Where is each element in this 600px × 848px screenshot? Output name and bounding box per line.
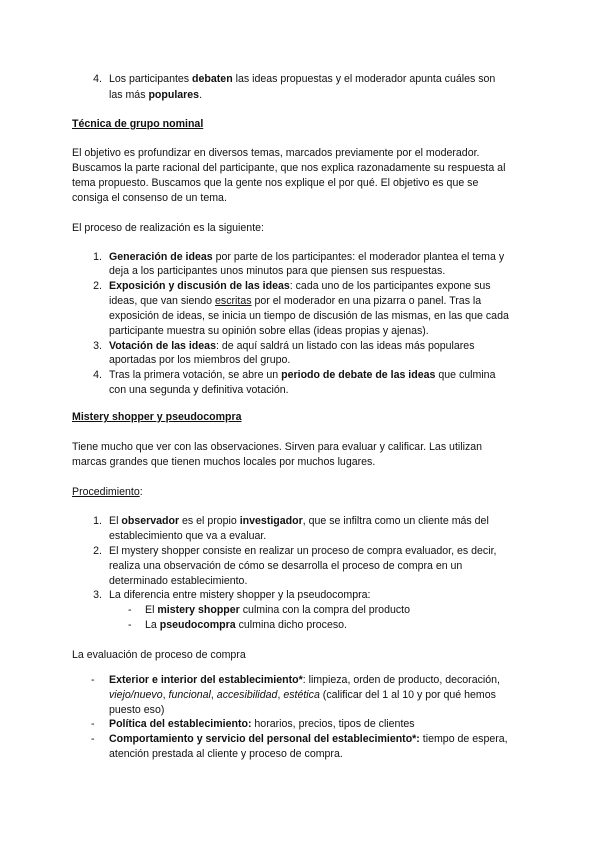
list-number: 1. <box>93 251 102 263</box>
list-item-text: aportadas por los miembros del grupo. <box>109 354 291 366</box>
paragraph-line: El proceso de realización es la siguiente: <box>72 222 264 234</box>
paragraph-line: La evaluación de proceso de compra <box>72 649 246 661</box>
subheading: Procedimiento: <box>72 486 143 498</box>
bullet-dash: - <box>91 718 95 730</box>
sub-bullet-dash: - <box>128 604 132 616</box>
list-item-text: Generación de ideas por parte de los participantes: el moderador plantea el tema y <box>109 251 505 263</box>
bullet-text: Exterior e interior del establecimiento*: limpieza, orden de producto, decoración, <box>109 674 500 686</box>
list-item-text: Los participantes debaten las ideas propuestas y el moderador apunta cuáles son <box>109 73 496 85</box>
bullet-dash: - <box>91 674 95 686</box>
paragraph-line: El objetivo es profundizar en diversos temas, marcados previamente por el moderador. <box>72 147 480 159</box>
section-heading: Mistery shopper y pseudocompra <box>72 411 242 423</box>
list-item-text: realiza una observación de cómo se desarrolla el proceso de compra en un <box>109 560 463 572</box>
bullet-text: Política del establecimiento: horarios, precios, tipos de clientes <box>109 718 415 730</box>
list-item-text: La diferencia entre mistery shopper y la pseudocompra: <box>109 589 371 601</box>
list-item-text: exposición de ideas, se inicia un tiempo de discusión de las mismas, en las que cada <box>109 310 509 322</box>
list-item-text: Votación de las ideas: de aquí saldrá un listado con las ideas más populares <box>109 340 475 352</box>
section-heading: Técnica de grupo nominal <box>72 118 204 130</box>
sub-bullet-text: El mistery shopper culmina con la compra del producto <box>145 604 410 616</box>
list-number: 3. <box>93 340 102 352</box>
list-number: 3. <box>93 589 102 601</box>
list-number: 1. <box>93 515 102 527</box>
sub-bullet-text: La pseudocompra culmina dicho proceso. <box>145 619 347 631</box>
sub-bullet-dash: - <box>128 619 132 631</box>
bullet-dash: - <box>91 733 95 745</box>
list-item-text: El mystery shopper consiste en realizar un proceso de compra evaluador, es decir, <box>109 545 497 557</box>
paragraph-line: Buscamos la parte racional del participante, que nos explica razonadamente su respuesta al <box>72 162 506 174</box>
list-item-text: ideas, que van siendo escritas por el moderador en una pizarra o panel. Tras la <box>109 295 482 307</box>
bullet-text: puesto eso) <box>109 704 165 716</box>
list-item-text: las más populares. <box>109 89 203 101</box>
list-item-text: deja a los participantes unos minutos para que piensen sus respuestas. <box>109 265 446 277</box>
list-item-text: participante muestra su opinión sobre ellas (ideas propias y ajenas). <box>109 325 429 337</box>
list-item-text: determinado establecimiento. <box>109 575 248 587</box>
paragraph-line: tema propuesto. Buscamos que la gente nos explique el por qué. El objetivo es que se <box>72 177 479 189</box>
list-number: 4. <box>93 73 102 85</box>
bullet-text: atención prestada al cliente y proceso de compra. <box>109 748 343 760</box>
list-item-text: El observador es el propio investigador, que se infiltra como un cliente más del <box>109 515 489 527</box>
paragraph-line: marcas grandes que tienen muchos locales por muchos lugares. <box>72 456 376 468</box>
list-number: 2. <box>93 280 102 292</box>
bullet-text: viejo/nuevo, funcional, accesibilidad, estética (calificar del 1 al 10 y por qué hemos <box>109 689 496 701</box>
list-item-text: Tras la primera votación, se abre un periodo de debate de las ideas que culmina <box>109 369 496 381</box>
list-item-text: establecimiento que va a evaluar. <box>109 530 267 542</box>
list-item-text: con una segunda y definitiva votación. <box>109 384 289 396</box>
bullet-text: Comportamiento y servicio del personal del establecimiento*: tiempo de espera, <box>109 733 508 745</box>
paragraph-line: Tiene mucho que ver con las observaciones. Sirven para evaluar y calificar. Las utilizan <box>72 441 483 453</box>
list-number: 4. <box>93 369 102 381</box>
paragraph-line: consiga el consenso de un tema. <box>72 192 227 204</box>
list-item-text: Exposición y discusión de las ideas: cada uno de los participantes expone sus <box>109 280 491 292</box>
list-number: 2. <box>93 545 102 557</box>
